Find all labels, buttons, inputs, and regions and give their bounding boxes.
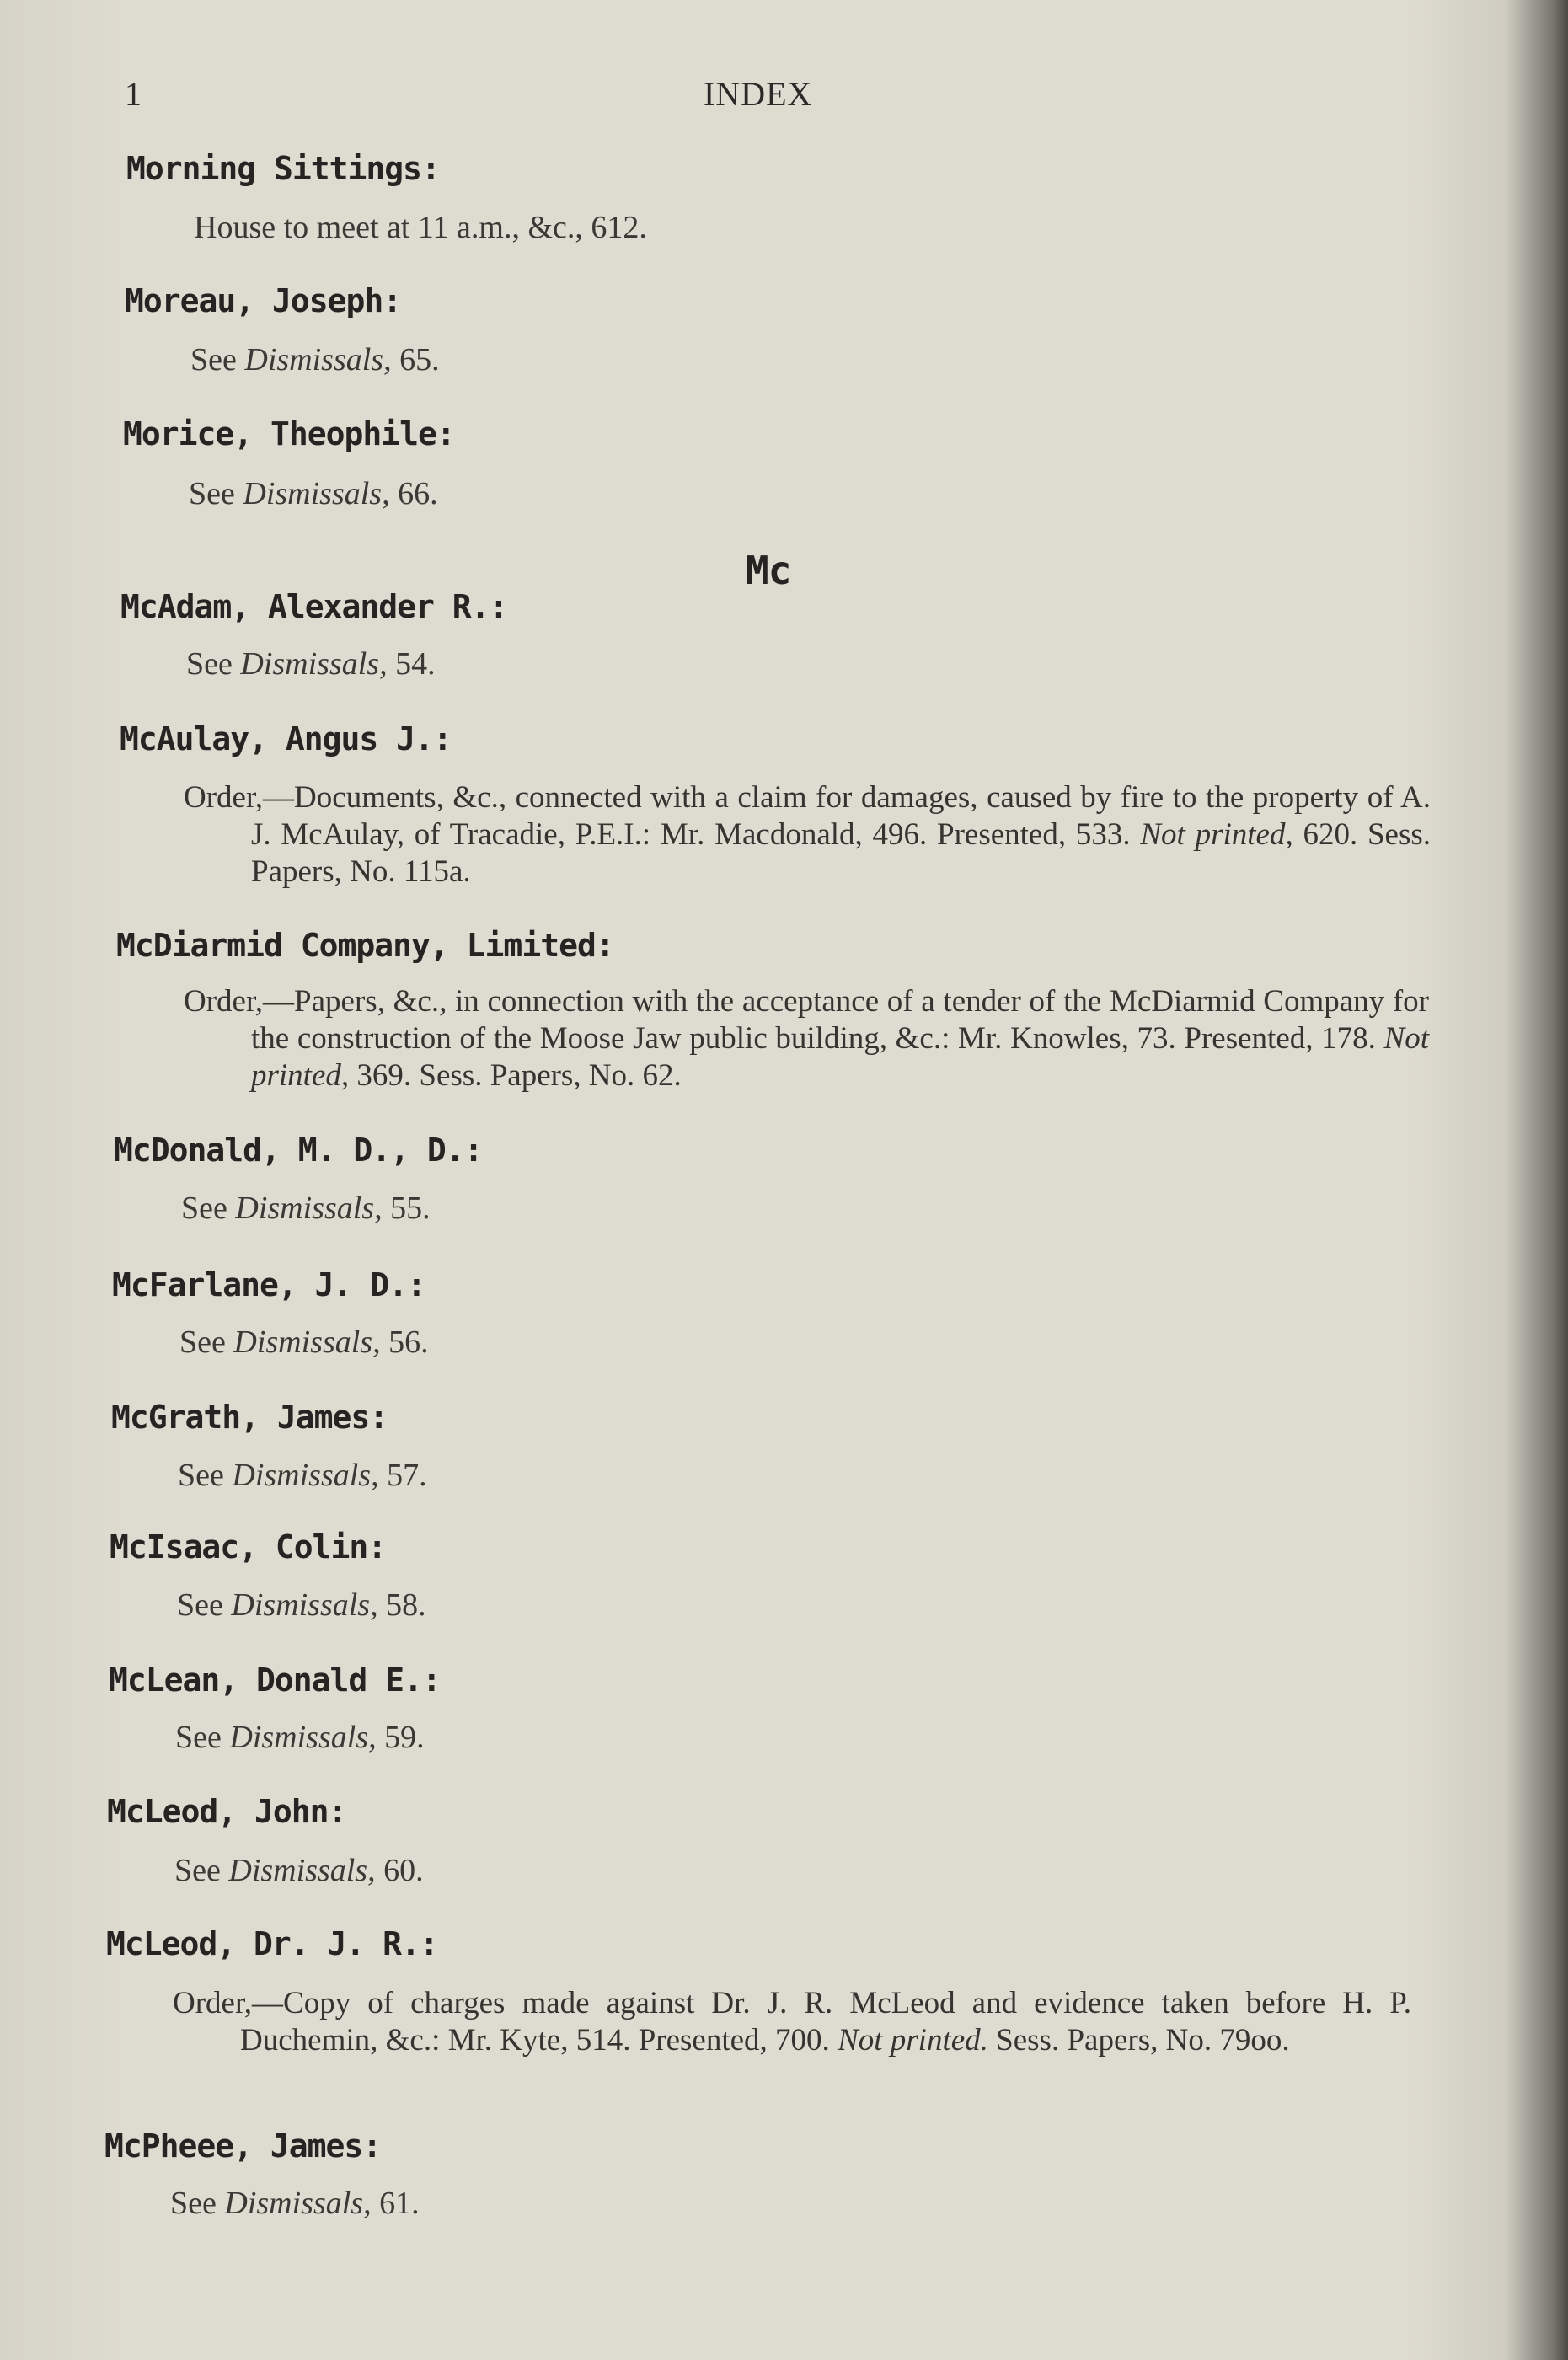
- reference-topic: Dismissals,: [231, 1587, 378, 1623]
- see-label: See: [179, 1324, 226, 1360]
- order-text-end: Sess. Papers, No. 79oo.: [996, 2023, 1290, 2058]
- reference-topic: Dismissals,: [235, 1191, 383, 1226]
- see-reference: [190, 341, 440, 378]
- see-reference: [170, 2185, 420, 2222]
- see-reference: [175, 1719, 425, 1756]
- order-not-printed: Not printed.: [838, 2023, 988, 2058]
- order-text: Order,—Copy of charges made against Dr. J. R. McLeod and evidence taken before H. P. Duchemin, &c.: Mr. Kyte, 514. Presented, 700.: [173, 1986, 1411, 2058]
- order-text: Order,—Papers, &c., in connection with the acceptance of a tender of the McDiarmid Company for the construction of the Moose Jaw public building, &c.: Mr. Knowles, 73. Presented, 178.: [184, 984, 1429, 1056]
- reference-topic: Dismissals,: [228, 1853, 376, 1888]
- entry-heading: Morning Sittings:: [126, 150, 440, 187]
- entry-heading: McPheee, James:: [104, 2127, 382, 2165]
- reference-page: 60.: [383, 1853, 424, 1888]
- order-paragraph: [184, 779, 1431, 891]
- reference-page: 66.: [398, 476, 438, 511]
- entry-heading: McDiarmid Company, Limited:: [116, 927, 614, 964]
- reference-page: 58.: [386, 1587, 426, 1623]
- entry-heading: McAdam, Alexander R.:: [120, 588, 508, 625]
- reference-page: 57.: [387, 1458, 427, 1493]
- see-reference: [179, 1324, 429, 1361]
- reference-topic: Dismissals,: [229, 1720, 377, 1755]
- reference-page: 61.: [379, 2186, 420, 2221]
- reference-topic: Dismissals,: [224, 2186, 372, 2221]
- reference-topic: Dismissals,: [240, 646, 388, 682]
- entry-heading: McLeod, John:: [107, 1793, 347, 1830]
- see-reference: [177, 1587, 426, 1624]
- see-label: See: [175, 1720, 222, 1755]
- see-label: See: [181, 1191, 227, 1226]
- reference-topic: Dismissals,: [243, 476, 390, 511]
- entry-heading: Morice, Theophile:: [123, 415, 455, 452]
- entry-heading: Moreau, Joseph:: [125, 282, 402, 319]
- reference-topic: Dismissals,: [233, 1324, 381, 1360]
- entry-heading: McFarlane, J. D.:: [112, 1266, 425, 1303]
- see-reference: [189, 475, 438, 512]
- see-label: See: [186, 646, 233, 682]
- see-reference: [174, 1852, 424, 1889]
- see-reference: [178, 1457, 427, 1494]
- order-text: Order,—Documents, &c., connected with a claim for damages, caused by fire to the property of A. J. McAulay, of Tracadie, P.E.I.: Mr. Macdonald, 496. Presented, 533.: [184, 780, 1431, 852]
- entry-heading: McAulay, Angus J.:: [120, 720, 452, 757]
- order-text-end: 369. Sess. Papers, No. 62.: [356, 1058, 682, 1093]
- see-label: See: [178, 1458, 224, 1493]
- page-number: 1: [125, 75, 142, 113]
- page-header-title: INDEX: [704, 75, 813, 113]
- order-not-printed: Not printed,: [1140, 817, 1293, 852]
- reference-page: 59.: [384, 1720, 425, 1755]
- section-letter-heading: Mc: [746, 548, 791, 593]
- reference-page: 65.: [399, 342, 440, 377]
- reference-page: 54.: [395, 646, 436, 682]
- see-reference: [181, 1190, 431, 1227]
- see-label: See: [170, 2186, 217, 2221]
- order-text-end: 620. Sess. Papers, No. 115a.: [251, 817, 1431, 889]
- entry-heading: McDonald, M. D., D.:: [114, 1132, 483, 1169]
- reference-page: 56.: [388, 1324, 429, 1360]
- order-paragraph: [173, 1985, 1411, 2059]
- see-label: See: [174, 1853, 221, 1888]
- see-label: See: [177, 1587, 223, 1623]
- entry-heading: McGrath, James:: [111, 1399, 388, 1436]
- order-paragraph: [184, 983, 1429, 1094]
- reference-page: 55.: [390, 1191, 431, 1226]
- entry-heading: McLeod, Dr. J. R.:: [106, 1925, 438, 1962]
- entry-text: House to meet at 11 a.m., &c., 612.: [194, 210, 647, 245]
- see-label: See: [189, 476, 235, 511]
- entry-heading: McLean, Donald E.:: [109, 1662, 441, 1699]
- order-not-printed: Not printed,: [251, 1021, 1430, 1093]
- reference-topic: Dismissals,: [232, 1458, 379, 1493]
- see-label: See: [190, 342, 237, 377]
- see-reference: [186, 645, 436, 682]
- reference-topic: Dismissals,: [244, 342, 392, 377]
- entry-heading: McIsaac, Colin:: [110, 1528, 387, 1565]
